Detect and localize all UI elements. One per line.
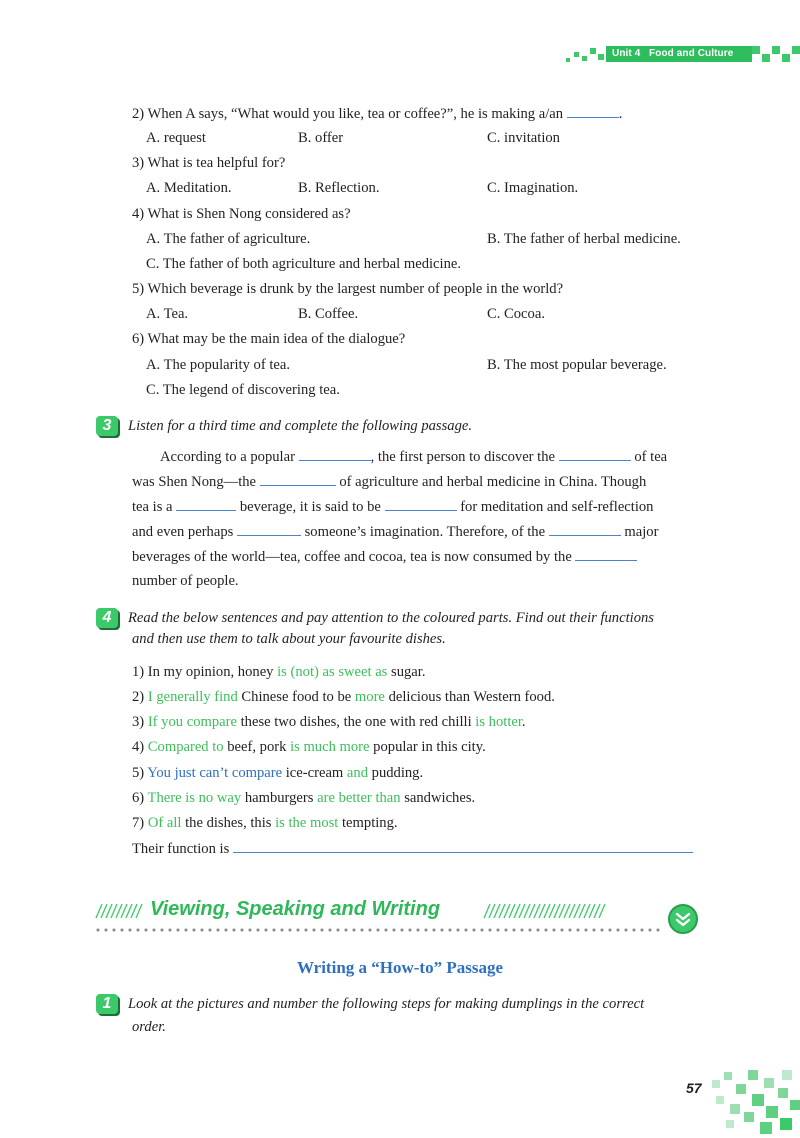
passage-blank[interactable] (549, 522, 621, 536)
sentence-3: 3) If you compare these two dishes, the one with red chilli is hotter. (132, 714, 526, 730)
passage-line-1: According to a popular , the first person to discover the of tea (160, 449, 668, 465)
passage-line-2: was Shen Nong—the of agriculture and herbal medicine in China. Though (132, 474, 647, 490)
function-answer-blank[interactable] (233, 839, 693, 853)
option-c: C. invitation (487, 130, 560, 146)
sentence-4: 4) Compared to beef, pork is much more popular in this city. (132, 739, 486, 755)
option-c: C. The legend of discovering tea. (146, 382, 340, 398)
question-3: 3) What is tea helpful for? (132, 155, 286, 171)
task-3-badge: 3 (96, 416, 118, 436)
passage-line-5: beverages of the world—tea, coffee and cocoa, tea is now consumed by the (132, 547, 637, 566)
option-b: B. Coffee. (298, 306, 359, 322)
passage-line-3: tea is a beverage, it is said to be for meditation and self-reflection (132, 499, 654, 515)
question-2: 2) When A says, “What would you like, tea or coffee?”, he is making a/an . (132, 106, 623, 122)
question-5: 5) Which beverage is drunk by the largest number of people in the world? (132, 281, 564, 297)
option-a: A. The popularity of tea. (146, 357, 291, 373)
option-b: B. The most popular beverage. (487, 357, 667, 373)
section-title: Viewing, Speaking and Writing (150, 898, 441, 920)
answer-blank[interactable] (567, 104, 619, 118)
dotted-divider (94, 928, 664, 932)
passage-blank[interactable] (237, 522, 301, 536)
sentence-7: 7) Of all the dishes, this is the most tempting. (132, 815, 398, 831)
option-c: C. The father of both agriculture and herbal medicine. (146, 256, 461, 272)
passage-blank[interactable] (559, 447, 631, 461)
question-4: 4) What is Shen Nong considered as? (132, 206, 351, 222)
option-a: A. Tea. (146, 306, 189, 322)
option-b: B. offer (298, 130, 344, 146)
page-number: 57 (686, 1080, 702, 1096)
sentence-2: 2) I generally find Chinese food to be more delicious than Western food. (132, 689, 555, 705)
option-a: A. The father of agriculture. (146, 231, 311, 247)
task-1-instruction-cont: order. (132, 1019, 166, 1035)
passage-line-6: number of people. (132, 573, 239, 589)
task-3-instruction: Listen for a third time and complete the following passage. (128, 418, 473, 434)
passage-blank[interactable] (385, 497, 457, 511)
passage-blank[interactable] (260, 472, 336, 486)
unit-number: Unit 4 (612, 48, 641, 59)
passage-blank[interactable] (299, 447, 371, 461)
task-4-instruction: Read the below sentences and pay attention to the coloured parts. Find out their functions (128, 610, 654, 626)
unit-label (606, 46, 752, 62)
option-b: B. The father of herbal medicine. (487, 231, 681, 247)
sentence-6: 6) There is no way hamburgers are better than sandwiches. (132, 790, 476, 806)
sentence-5: 5) You just can’t compare ice-cream and pudding. (132, 765, 424, 781)
task-4-badge: 4 (96, 608, 118, 628)
task-4-instruction-cont: and then use them to talk about your favourite dishes. (132, 631, 446, 647)
option-a: A. request (146, 130, 206, 146)
passage-blank[interactable] (176, 497, 236, 511)
sentence-1: 1) In my opinion, honey is (not) as sweet as sugar. (132, 664, 426, 680)
passage-blank[interactable] (575, 547, 637, 561)
function-line: Their function is (132, 839, 693, 858)
hatch-decoration-right (482, 904, 606, 918)
question-6: 6) What may be the main idea of the dialogue? (132, 331, 406, 347)
chevron-down-icon (668, 904, 698, 934)
option-c: C. Cocoa. (487, 306, 545, 322)
option-c: C. Imagination. (487, 180, 579, 196)
task-1-badge: 1 (96, 994, 118, 1014)
task-1-instruction: Look at the pictures and number the following steps for making dumplings in the correct (128, 996, 645, 1012)
passage-line-4: and even perhaps someone’s imagination. Therefore, of the major (132, 524, 659, 540)
option-a: A. Meditation. (146, 180, 232, 196)
unit-topic: Food and Culture (649, 48, 734, 59)
section-subtitle: Writing a “How-to” Passage (296, 958, 504, 977)
hatch-decoration-left (94, 904, 146, 918)
option-b: B. Reflection. (298, 180, 380, 196)
unit-header (566, 44, 800, 66)
